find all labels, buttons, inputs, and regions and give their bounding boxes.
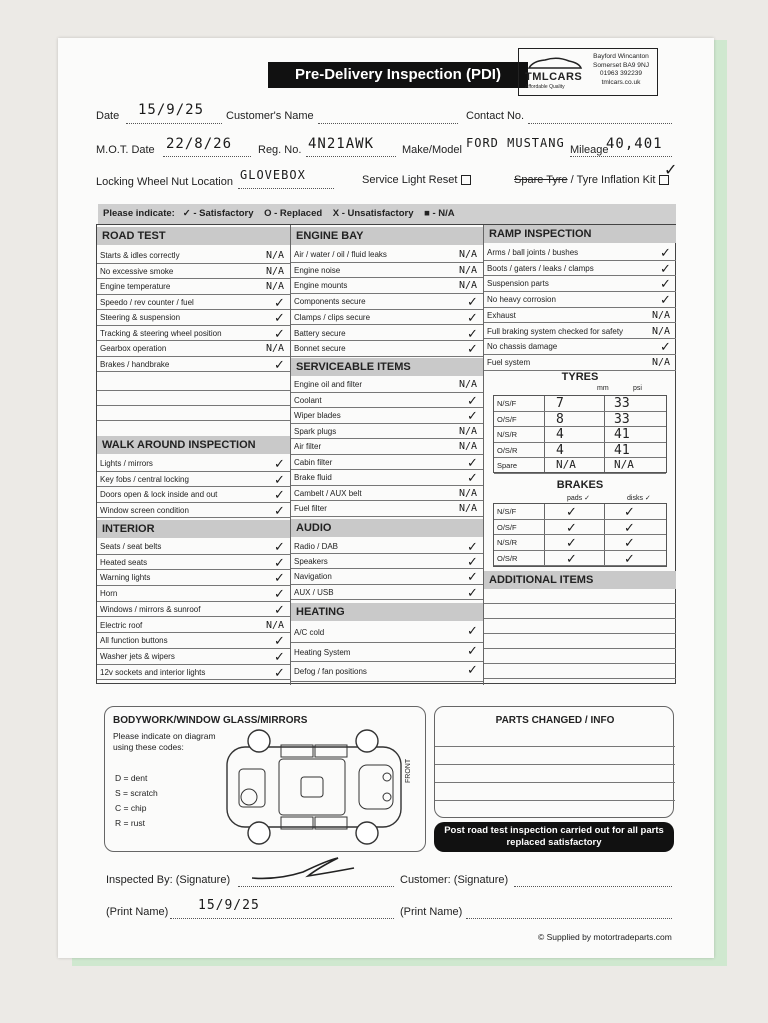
brakes-col-disks: disks ✓ [627,495,651,502]
spare-tyre-label: Spare Tyre [514,174,568,186]
checklist-item[interactable] [97,503,290,519]
checklist-item-label: Engine temperature [100,282,171,291]
checklist-item-label: Wiper blades [294,411,341,420]
checklist-item[interactable] [97,264,290,280]
print-name-value[interactable]: 15/9/25 [198,898,260,913]
post-road-test-notice: Post road test inspection carried out for all parts replaced satisfactory [434,822,674,852]
checklist-item-label: Fuel system [487,357,531,367]
front-label: FRONT [405,758,412,783]
na-mark: N/A [266,619,285,631]
checklist-item-label: Fuel filter [294,504,327,513]
tyre-psi-value: 41 [614,427,630,442]
checklist-item[interactable] [291,470,483,486]
brake-row: O/S/R [494,551,666,567]
checklist-item-label: A/C cold [294,628,325,637]
checklist-item[interactable] [291,247,483,263]
checklist-item[interactable] [484,308,676,324]
checklist-item[interactable] [291,393,483,409]
brake-row: N/S/R [494,535,666,551]
checklist-item-label: Battery secure [294,328,346,338]
checklist-item-label: Heated seats [100,557,148,567]
brake-row: N/S/F [494,504,666,520]
mot-value[interactable]: 22/8/26 [166,136,233,152]
brake-pads-tick: ✓ [566,535,577,550]
tick-mark: ✓ [274,539,285,554]
na-mark: N/A [266,281,285,292]
na-mark: N/A [459,425,478,437]
checklist-item-label: Cambelt / AUX belt [294,488,362,498]
checklist-item[interactable] [291,569,483,584]
tyre-row: N/S/R [494,427,666,443]
tick-mark: ✓ [274,664,285,680]
tick-mark: ✓ [274,570,285,586]
checklist-item-label: Cabin filter [294,457,333,467]
tyre-mm-value: 8 [556,411,564,427]
tick-mark: ✓ [467,554,478,570]
print-name-label: (Print Name) [106,906,169,918]
checklist-item[interactable] [97,633,290,649]
brakes-header: BRAKES [556,479,604,491]
mileage-value[interactable]: 40,401 [606,136,663,152]
form-title: Pre-Delivery Inspection (PDI) [268,62,528,88]
na-mark: N/A [459,280,478,292]
checklist-item-label: Components secure [294,297,366,307]
inspected-by-label: Inspected By: (Signature) [106,874,231,886]
tick-mark: ✓ [274,294,285,310]
checklist-item-label: No heavy corrosion [487,295,556,305]
checklist-item-label: Window screen condition [100,505,189,515]
checklist-item-label: Coolant [294,395,322,405]
checklist-item[interactable] [291,439,483,455]
tyre-mm-value: 4 [556,427,564,442]
checklist-item[interactable] [97,602,290,618]
checklist-item[interactable] [97,326,290,342]
tick-mark: ✓ [467,392,478,408]
checklist-item[interactable] [291,341,483,357]
checklist-item-label: Boots / gaters / leaks / clamps [487,263,594,273]
checklist-item[interactable] [97,341,290,357]
checklist-item-label: Tracking & steering wheel position [100,328,222,338]
na-mark: N/A [266,250,285,261]
tyre-psi-value: 33 [614,396,630,411]
logo-brand: TMLCARS [525,71,583,83]
engine-bay-header: ENGINE BAY [291,227,483,245]
ramp-inspection-header: RAMP INSPECTION [484,225,676,243]
checklist-item-label: Spark plugs [294,426,337,436]
brakes-col-pads: pads ✓ [567,495,590,502]
checklist-item-label: Horn [100,589,118,599]
car-diagram[interactable] [219,727,409,847]
tick-mark: ✓ [467,325,478,341]
checklist-item-label: Warning lights [100,573,151,583]
brake-disks-tick: ✓ [624,550,635,566]
brake-disks-tick: ✓ [624,504,635,519]
na-mark: N/A [459,379,478,390]
checklist-item-label: Starts & idles correctly [100,251,180,260]
checklist-item[interactable] [97,472,290,488]
brake-pads-tick: ✓ [566,550,577,566]
dealer-logo-box [518,48,658,96]
service-light-checkbox[interactable] [461,175,471,185]
checklist-item[interactable] [97,539,290,555]
tick-mark: ✓ [274,456,285,471]
checklist-item[interactable] [291,294,483,310]
tick-mark: ✓ [660,245,671,260]
checklist-item[interactable] [97,665,290,681]
tick-mark: ✓ [660,339,671,355]
na-mark: N/A [459,503,478,514]
tyre-row: O/S/F [494,412,666,428]
reg-value[interactable]: 4N21AWK [308,136,375,152]
na-mark: N/A [459,264,478,276]
checklist-item[interactable] [97,555,290,571]
checklist-item[interactable] [291,662,483,682]
checklist-item-label: Brakes / handbrake [100,359,170,369]
checklist-item[interactable] [484,292,676,308]
checklist-item-label: Navigation [294,572,332,582]
checklist-item-label: Key fobs / central locking [100,474,189,484]
checklist-item[interactable] [97,310,290,326]
checklist-item-label: Clamps / clips secure [294,312,371,322]
tick-mark: ✓ [467,623,478,638]
checklist-item[interactable] [291,539,483,554]
checklist-item-label: No chassis damage [487,342,558,352]
checklist-item[interactable] [291,310,483,326]
tyres-header: TYRES [561,371,599,383]
tyres-col-mm: mm [597,385,609,392]
inspector-signature [248,854,358,884]
bodywork-box [104,706,426,852]
na-mark: N/A [459,249,478,260]
tick-mark: ✓ [467,454,478,470]
tick-mark: ✓ [467,584,478,600]
parts-changed-box [434,706,674,818]
tick-mark: ✓ [467,569,478,585]
tyres-table [493,395,667,473]
checklist-item[interactable] [291,623,483,643]
locking-wheel-nut-label: Locking Wheel Nut Location [96,176,233,188]
legend-bar: Please indicate: ✓ - Satisfactory O - Replaced X - Unsatisfactory ■ - N/A [98,204,676,224]
tyre-psi-value: 33 [614,411,630,427]
spare-tyre-inflation[interactable]: Spare Tyre / Tyre Inflation Kit [514,174,669,186]
checklist-item[interactable] [291,554,483,569]
tyre-row: Spare [494,458,666,474]
checklist-item-label: Radio / DAB [294,542,339,551]
checklist-item[interactable] [97,456,290,472]
checklist-item-label: Electric roof [100,620,143,630]
bodywork-instructions: Please indicate on diagram using these codes: [113,731,216,752]
tick-mark: ✓ [274,554,285,570]
checklist-item[interactable] [291,377,483,393]
tick-mark: ✓ [467,309,478,325]
tick-mark: ✓ [274,601,285,617]
checklist-item-label: Steering & suspension [100,313,181,322]
checklist-item[interactable] [97,487,290,503]
additional-items-header: ADDITIONAL ITEMS [484,571,676,589]
checklist-item[interactable] [484,261,676,277]
inspection-grid [96,224,676,684]
tick-mark: ✓ [467,662,478,677]
logo-tagline: Affordable Quality [525,84,565,90]
checklist-item-label: Suspension parts [487,279,549,289]
checklist-item[interactable] [97,570,290,586]
checklist-item[interactable] [291,278,483,294]
checklist-item-label: Doors open & lock inside and out [100,490,218,499]
serviceable-items-header: SERVICEABLE ITEMS [291,358,483,376]
checklist-item[interactable] [484,355,676,371]
na-mark: N/A [652,356,671,368]
customer-signature-label: Customer: (Signature) [400,874,509,886]
tick-mark: ✓ [660,292,671,308]
checklist-item-label: Arms / ball joints / bushes [487,248,579,257]
damage-codes: D = dent S = scratch C = chip R = rust [115,773,158,828]
parts-title: PARTS CHANGED / INFO [495,715,615,726]
checklist-item-label: Gearbox operation [100,344,167,353]
checklist-item-label: Engine oil and filter [294,380,363,389]
footer-credit: © Supplied by motortradeparts.com [538,932,672,942]
tick-mark: ✓ [274,471,285,487]
checklist-item-label: Air / water / oil / fluid leaks [294,250,387,259]
tick-mark: ✓ [274,325,285,341]
tick-mark: ✓ [274,648,285,664]
checklist-item[interactable] [484,276,676,292]
tick-mark: ✓ [274,487,285,502]
customer-name-label: Customer's Name [226,110,314,122]
bodywork-title: BODYWORK/WINDOW GLASS/MIRRORS [113,715,308,726]
date-value[interactable]: 15/9/25 [138,102,205,118]
checklist-item[interactable] [291,501,483,517]
locking-wheel-nut-value[interactable]: GLOVEBOX [240,168,306,182]
checklist-item[interactable] [97,295,290,311]
checklist-item-label: 12v sockets and interior lights [100,667,206,677]
tyre-mm-value: 7 [556,396,564,411]
na-mark: N/A [266,343,285,354]
service-light-reset[interactable]: Service Light Reset [362,174,471,186]
tick-mark: ✓ [274,502,285,518]
heating-header: HEATING [291,603,483,621]
checklist-item[interactable] [291,408,483,424]
checklist-item-label: Lights / mirrors [100,459,153,468]
make-model-value[interactable]: FORD MUSTANG [466,136,565,150]
checklist-item[interactable] [291,263,483,279]
tyre-row: N/S/F [494,396,666,412]
checklist-item-label: Air filter [294,442,322,451]
checklist-item-label: All function buttons [100,636,168,646]
checklist-item[interactable] [97,248,290,264]
checklist-item-label: Brake fluid [294,473,332,482]
checklist-item[interactable] [291,486,483,502]
tick-mark: ✓ [274,633,285,649]
tick-mark: ✓ [467,642,478,658]
tyre-psi-value: 41 [614,442,630,458]
tyre-mm-value: 4 [556,442,564,458]
checklist-item[interactable] [291,455,483,471]
checklist-item-label: Bonnet secure [294,344,346,354]
tick-mark: ✓ [274,356,285,372]
checklist-item[interactable] [484,339,676,355]
tick-mark: ✓ [467,294,478,310]
tick-mark: ✓ [467,341,478,357]
reg-label: Reg. No. [258,144,302,156]
checklist-item-label: Speedo / rev counter / fuel [100,297,194,307]
checklist-item[interactable] [291,585,483,600]
tick-mark: ✓ [274,310,285,325]
dealer-address: Bayford Wincanton Somerset BA9 9NJ 01963 392239 tmlcars.co.uk [592,53,650,86]
tyres-col-psi: psi [633,385,642,392]
checklist-item[interactable] [97,586,290,602]
checklist-item-label: Speakers [294,557,328,567]
checklist-item[interactable] [484,324,676,340]
checklist-item[interactable] [97,649,290,665]
checklist-item-label: Full braking system checked for safety [487,326,624,336]
checklist-item[interactable] [484,245,676,261]
checklist-item-label: AUX / USB [294,587,334,597]
interior-header: INTERIOR [97,520,290,538]
brake-pads-tick: ✓ [566,519,577,535]
tyre-mm-value: N/A [556,458,576,471]
pdi-form [58,38,714,958]
checklist-item[interactable] [97,279,290,295]
audio-header: AUDIO [291,519,483,537]
checklist-item[interactable] [291,643,483,663]
mot-label: M.O.T. Date [96,144,155,156]
checklist-item[interactable] [291,326,483,342]
checklist-item-label: Engine noise [294,265,341,275]
checklist-item-label: Engine mounts [294,281,348,291]
tick-mark: ✓ [660,276,671,292]
walk-around-header: WALK AROUND INSPECTION [97,436,290,454]
tick-mark: ✓ [467,539,478,554]
na-mark: N/A [266,265,285,277]
road-test-header: ROAD TEST [97,227,290,245]
brake-row: O/S/F [494,520,666,536]
contact-label: Contact No. [466,110,525,122]
tyre-psi-value: N/A [614,458,634,471]
na-mark: N/A [459,487,478,499]
tick-mark: ✓ [467,470,478,485]
make-model-label: Make/Model [402,144,462,156]
checklist-item-label: Heating System [294,647,351,657]
na-mark: N/A [459,441,478,452]
brake-pads-tick: ✓ [566,504,577,519]
tick-mark: ✓ [467,408,478,423]
checklist-item[interactable] [291,424,483,440]
car-logo-icon [527,55,583,71]
checklist-item[interactable] [97,618,290,634]
checklist-item-label: Seats / seat belts [100,542,162,551]
tick-mark: ✓ [660,260,671,276]
brake-disks-tick: ✓ [624,535,635,550]
na-mark: N/A [652,325,671,337]
tyre-row: O/S/R [494,443,666,459]
checklist-item-label: Windows / mirrors & sunroof [100,604,201,614]
mileage-label: Mileage [570,144,609,156]
inflation-kit-tick: ✓ [664,162,678,179]
customer-print-name-label: (Print Name) [400,906,463,918]
tick-mark: ✓ [274,586,285,602]
checklist-item-label: Washer jets & wipers [100,651,175,661]
checklist-item-label: Defog / fan positions [294,667,367,676]
brake-disks-tick: ✓ [624,519,635,535]
na-mark: N/A [652,309,671,321]
checklist-item[interactable] [97,357,290,373]
date-label: Date [96,110,120,122]
checklist-item-label: Exhaust [487,310,516,320]
checklist-item-label: No excessive smoke [100,266,174,276]
brakes-table [493,503,667,567]
